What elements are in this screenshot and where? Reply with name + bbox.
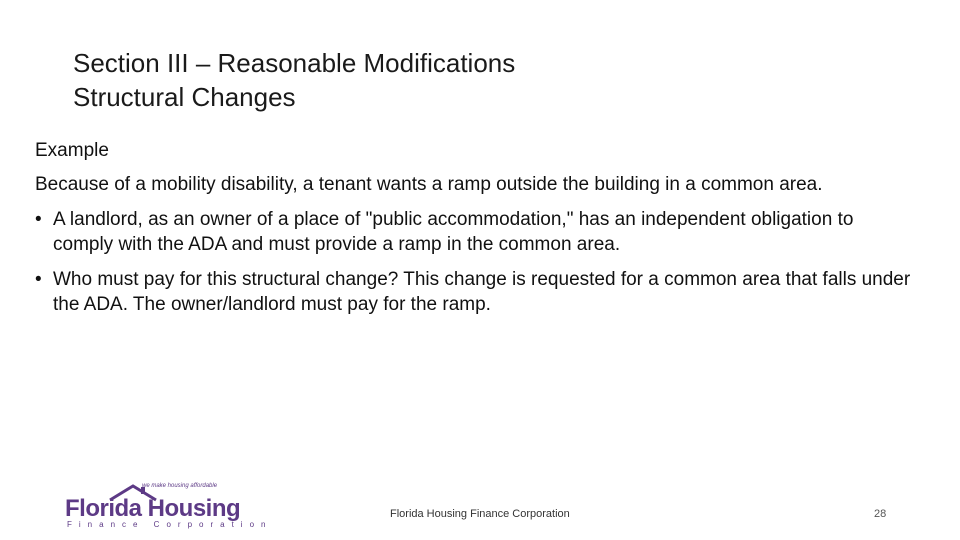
intro-paragraph: Because of a mobility disability, a tenant wants a ramp outside the building in a common area. — [35, 174, 823, 195]
logo-tagline: we make housing affordable — [142, 483, 218, 489]
title-line-2: Structural Changes — [73, 82, 296, 112]
bullet-item — [35, 207, 915, 257]
bullet-text: Who must pay for this structural change? This change is requested for a common area that falls under the ADA. The owner/landlord must pay for the ramp. — [53, 269, 911, 315]
logo-subtitle: Finance Corporation — [67, 520, 273, 529]
footer-text: Florida Housing Finance Corporation — [390, 508, 570, 520]
logo-brand: Florida Housing — [65, 495, 241, 522]
slide-body — [35, 138, 915, 327]
page-number: 28 — [874, 508, 887, 520]
florida-housing-logo — [64, 482, 273, 530]
bullet-glyph: • — [35, 269, 42, 290]
bullet-item — [35, 267, 915, 317]
bullet-glyph: • — [35, 209, 42, 230]
example-heading: Example — [35, 140, 109, 161]
title-line-1: Section III – Reasonable Modifications — [73, 48, 516, 78]
slide-title — [73, 46, 515, 114]
bullet-text: A landlord, as an owner of a place of "public accommodation," has an independent obligation to comply with the ADA and must provide a ramp in the common area. — [53, 209, 854, 255]
